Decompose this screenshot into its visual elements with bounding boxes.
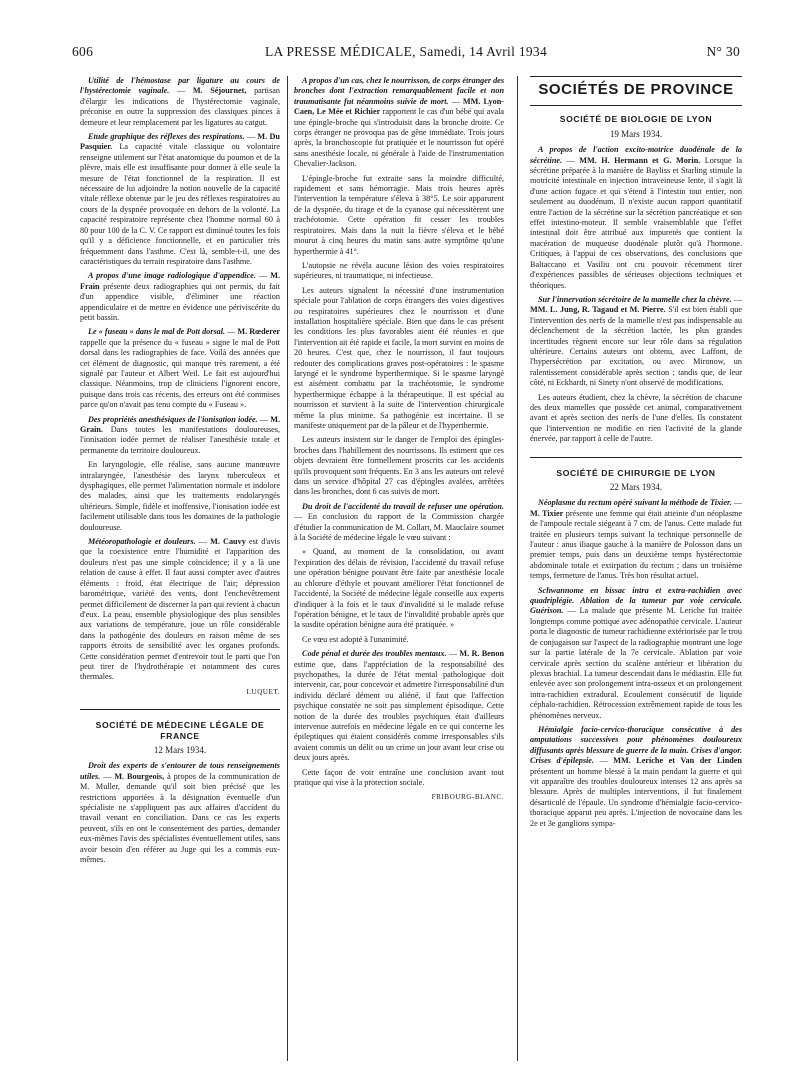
article-author: M. Séjournet, [192, 86, 247, 96]
article-title: Du droit de l'accidenté du travail de refuser une opération. [302, 501, 504, 511]
column-2 [294, 76, 504, 1066]
section-rule [80, 709, 280, 710]
article-paragraph: Les auteurs insistent sur le danger de l'emploi des épingles-broches dans l'habillement des nourrissons. Ils estiment que ces objets devraient être formellement proscrits car les accidents qu'ils provoquent sont fréquents. En 3 ans les auteurs ont relevé dans un service d'hôpital 27 cas d'épingles avalées, arrêtées dans les bronches, dont 6 cas suivis de mort. [294, 435, 504, 497]
article-text: Lorsque la sécrétine préparée à la manière de Bayliss et Starling stimule la motricité intestinale en injection intraveineuse lente, il s'agit là d'une action fugace et qui s'étend à l'intestin tout entier, non seulement au duodénum. Il n'existe aucun rapport quantitatif entre l'action de la sécrétine sur la sécrétion pancréatique et son effet intestino-moteur. Il semble vraisemblable que l'effet intestinal doit être attribué aux impuretés que contient la macération de muqueuse duodénale plutôt qu'à l'hormone. Critiques, à l'appui de ces observations, des conclusions que Baltaccano et Vasiliu ont cru pouvoir récemment tirer d'expériences passibles de sérieuses objections techniques et théoriques. [530, 155, 742, 290]
column-3 [530, 76, 742, 1066]
society-title: SOCIÉTÉ DE BIOLOGIE DE LYON [559, 114, 713, 125]
article-author: MM. H. Hermann et G. Morin. [579, 155, 701, 165]
column-1 [80, 76, 280, 1066]
article-text: Dans toutes les manifestations douloureuses, l'ionisation iodée permet de réaliser l'anesthésie totale et permanente du territoire douloureux. [80, 425, 280, 455]
article-title: Le « fuseau » dans le mal de Pott dorsal. [88, 327, 226, 337]
article-text: présente deux radiographies qui ont permis, du fait d'un appendice visible, d'éliminer une réaction appendiculaire et de mettre en évidence une périviscérite du petit bassin. [80, 281, 280, 322]
article-paragraph: L'autopsie ne révéla aucune lésion des voies respiratoires supérieures, ni traumatique, ni infectieuse. [294, 260, 504, 281]
article: A propos d'une image radiologique d'appendice. — M. Frain présente deux radiographies qui ont permis, du fait d'un appendice visible, d'éliminer une réaction appendiculaire et de mettre en évidence une périviscérite du petit bassin. [80, 271, 280, 322]
section-rule [530, 457, 742, 458]
article: Hémialgie facio-cervico-thoracique consécutive à des amputations successives pour phénomènes douloureux diffusants après blessure de guerre de la main. Crises d'angor. Crises d'épilepsie. — MM. Leriche et Van der Linden présentent un homme blessé à la main pendant la guerre et qui vit apparaître des troubles douloureux intenses 12 ans après sa blessure. Après de multiples interventions, il fut finalement désarticulé de l'épaule. Un syndrome d'hémialgie facio-cervico-thoracique apparut peu après. L'injection de novocaïne dans les 2e et 3e ganglions sympa- [530, 724, 742, 828]
article-text: S'il est bien établi que l'intervention des nerfs de la mamelle n'est pas indispensable au déclenchement de la sécrétion lactée, les plus grandes incertitudes règnent encore sur leur rôle dans sa régulation ultérieure. Certains auteurs ont obtenu, avec Laffont, de l'hypersécrétion par excitation, ou avec Mironow, un ralentissement considérable après section ; tandis que, de leur côté, ni Eckhardt, ni Sinety n'ont observé de modifications. [530, 305, 742, 388]
section-rule [530, 105, 742, 106]
article-title: Etude graphique des réflexes des respirations. [88, 132, 245, 142]
article-author: MM. Leriche et Van der Linden [613, 756, 742, 766]
article-author: M. Cauvy [210, 537, 246, 547]
article-text: présente une femme qui était atteinte d'un néoplasme de l'ampoule rectale siégeant à 7 cm. de l'anus. Cette malade fut traitée en plusieurs temps suivant la technique personnelle de l'auteur : anus iliaque gauche à la manière de Polosson dans un premier temps, puis dans un deuxième temps hystérectomie abdominale totale et extirpation du rectum ; dans un troisième temps, fermeture de l'anus. Très bon résultat actuel. [530, 508, 742, 581]
article: Schwannome en bissac intra et extra-rachidien avec quadriplégie. Ablation de la tumeur par voie cervicale. Guérison. — La malade que présente M. Leriche fut traitée longtemps comme pottique avec adénopathie cervicale. L'auteur porta le diagnostic de tumeur rachidienne extériorisée par le trou de conjugaison sur l'aspect de la radiographie montrant une loge sur la partie latérale de la 7e cervicale. Ablation par voie cervicale après section du scalène antérieur et libération du plexus brachial. La tumeur descendait dans le médiastin. Elle fut enlevée avec son prolongement intra-osseux et un prolongement intra-rachidien extradural. Ecoulement consécutif de liquide céphalo-rachidien. Rétrocession extrêmement rapide de tous les phénomènes nerveux. [530, 585, 742, 720]
article-paragraph: Cette façon de voir entraîne une conclusion avant tout pratique qui vise à la protection sociale. [294, 767, 504, 787]
session-date: 19 Mars 1934. [609, 128, 663, 139]
article-paragraph: L'épingle-broche fut extraite sans la moindre difficulté, rapidement et sans hémorragie. Mais trois heures après l'intervention la température s'éleva à 38°5. Le soir apparurent de la dyspnée, du tirage et de la cyanose qui nécessitèrent une trachéotomie. Cette opération fit cesser les troubles respiratoires. Mais dans la nuit la fièvre s'éleva et le bébé mourut à cinq heures du matin sans autre symptôme qu'une hyperthermie à 41°. [294, 173, 504, 256]
society-title: SOCIÉTÉ DE MÉDECINE LÉGALE DE FRANCE [95, 720, 265, 741]
article: A propos de l'action excito-motrice duodénale de la sécrétine. — MM. H. Hermann et G. Morin. Lorsque la sécrétine préparée à la manière de Bayliss et Starling stimule la motricité intestinale en injection intraveineuse lente, il s'agit là d'une action fugace et qui s'étend à l'intestin tout entier, non seulement au duodénum. Il n'existe aucun rapport quantitatif entre l'action de la sécrétine sur la sécrétion pancréatique et son effet intestino-moteur. Il semble vraisemblable que l'effet intestinal doit être attribué aux impuretés que contient la macération de muqueuse duodénale plutôt qu'à l'hormone. Critiques, à l'appui de ces observations, des conclusions que Baltaccano et Vasiliu ont cru pouvoir récemment tirer d'expériences passibles de sérieuses objections techniques et théoriques. [530, 145, 742, 290]
page-number: 606 [72, 44, 94, 59]
article-text: partisan d'élargir les indications de l'hystérectomie vaginale, préconise en outre la suppression des classiques pinces à demeure et leur remplacement par les ligatures au catgut. [80, 86, 280, 127]
article-author: M. Grain. [80, 414, 280, 434]
article: Code pénal et durée des troubles mentaux. — M. R. Benon estime que, dans l'appréciation de la responsabilité des psychopathes, la durée de l'état mental pathologique doit intervenir, car, pour concevoir et admettre l'irresponsabilité d'un individu déclaré dément ou aliéné, il faut que l'affection psychique constatée ne soit pas simplement épisodique. Cette notion de la durée des troubles psychiques était d'ailleurs intervenue autrefois en médecine légale en ce qui concerne les épileptiques qui étaient considérés comme irresponsables s'ils avaient commis un délit ou un crime un jour avant leur crise ou deux jours après. [294, 649, 504, 763]
article-text: présentent un homme blessé à la main pendant la guerre et qui vit apparaître des troubles douloureux intenses 12 ans après sa blessure. Après de multiples interventions, il fut finalement désarticulé de l'épaule. Un syndrome d'hémialgie facio-cervico-thoracique apparut peu après. L'injection de novocaïne dans les 2e et 3e ganglions sympa- [530, 766, 742, 828]
article-text: rappelle que la présence du « fuseau » signe le mal de Pott dorsal dans les radiographies de face. Voilà des années que cet élément de diagnostic, qui manque très rarement, a été signalé par l'auteur et Albert Weil. Le fait est aujourd'hui classique. Néanmoins, trop de cliniciens l'ignorent encore, puisque dans trois cas récents, des erreurs ont été commises parce qu'on n'avait pas tenu compte du « Fuseau ». [80, 337, 280, 410]
article-title: A propos d'un cas, chez le nourrisson, de corps étranger des bronches dont l'extraction remarquablement facile et non traumatisante fut néanmoins suivie de mort. [294, 76, 504, 106]
session-date: 22 Mars 1934. [609, 482, 663, 492]
issue-number: N° 30 [706, 44, 740, 59]
article-title: A propos d'une image radiologique d'appendice. [88, 271, 256, 281]
article-title: Météoropathologie et douleurs. [88, 537, 196, 547]
article-title: Néoplasme du rectum opéré suivant la méthode de Tixier. [538, 498, 732, 508]
article-author: MM. L. Jung, R. Tagaud et M. Pierre. [530, 305, 666, 315]
article-paragraph: En laryngologie, elle réalise, sans aucune manœuvre intralaryngée, l'anesthésie des larynx tuberculeux et dysphagiques, elle permet l'alimentation normale et indolore des malades, ainsi que les traitements endolaryngés ultérieurs. Simple, fidèle et inoffensive, l'ionisation iodée est facilement utilisable dans tous les domaines de la pathologie douloureuse. [80, 460, 280, 532]
article-title: A propos de l'action excito-motrice duodénale de la sécrétine. [530, 145, 742, 165]
article-author: M. Tixier [530, 508, 564, 518]
article-title: Schwannome en bissac intra et extra-rachidien avec quadriplégie. Ablation de la tumeur par voie cervicale. Guérison. [530, 585, 742, 616]
article-title: Hémialgie facio-cervico-thoracique consécutive à des amputations successives pour phénomènes douloureux diffusants après blessure de guerre de la main. Crises d'angor. Crises d'épilepsie. [530, 724, 742, 766]
article-text: En conclusion du rapport de la Commission chargée d'étudier la communication de M. Collart, M. Mauclaire soumet à la Société de médecine légale le vœu suivant : [294, 512, 504, 543]
article: Météoropathologie et douleurs. — M. Cauvy est d'avis que la coexistence entre l'humidité et l'apparition des douleurs n'est pas une simple coïncidence; il y a là une relation de cause à effet. Il faut aussi compter avec d'autres éléments : froid, état électrique de l'air; dépression barométrique, variété des vents, dont l'enchevêtrement permet difficilement de discerner la part qui revient à chacun d'eux. La peau, ensemble physiologique des plus sensibles aux variations de température, joue un rôle considérable dans la pathogénie des douleurs en raison même de ses rapports étroits de sensibilité avec les organes profonds. Cette considération permet d'entrevoir tout le parti que l'on peut tirer de l'hydrothérapie et notamment des cures thermales. [80, 537, 280, 682]
article: Le « fuseau » dans le mal de Pott dorsal. — M. Rœderer rappelle que la présence du « fuseau » signe le mal de Pott dorsal dans les radiographies de face. Voilà des années que cet élément de diagnostic, qui manque très rarement, a été signalé par l'auteur et Albert Weil. Le fait est aujourd'hui classique. Néanmoins, trop de cliniciens l'ignorent encore, puisque dans trois cas récents, des erreurs ont été commises parce qu'on n'avait pas tenu compte du « Fuseau ». [80, 327, 280, 410]
article: Utilité de l'hémostase par ligature au cours de l'hystérectomie vaginale. — M. Séjournet, partisan d'élargir les indications de l'hystérectomie vaginale, préconise en outre la suppression des classiques pinces à demeure et leur remplacement par les ligatures au catgut. [80, 76, 280, 127]
article: Etude graphique des réflexes des respirations. — M. Du Pasquier. La capacité vitale classique ou volontaire renseigne utilement sur l'état anatomique du poumon et de la plèvre, mais elle est insuffisante pour donner à elle seule la mesure de l'état fonctionnel de la respiration. Il est nécessaire de lui adjoindre la notion nouvelle de la capacité vitale réflexe obtenue par le jeu des réflexes respiratoires au cours de la dyspnée provoquée en dehors de la volonté. La capacité respiratoire représente chez l'homme normal 60 à 80 pour 100 de la C. V. Ce rapport est diminué toutes les fois qu'il y a déficience fonctionnelle, et en particulier très fréquemment dans l'asthme. C'est là, semble-t-il, une des caractéristiques du terrain respiratoire dans l'asthme. [80, 132, 280, 266]
journal-title: LA PRESSE MÉDICALE, Samedi, 14 Avril 1934 [264, 44, 548, 59]
article-author: M. Du Pasquier. [80, 132, 280, 152]
section-title: SOCIÉTÉS DE PROVINCE [538, 81, 734, 98]
signature: LUQUET. [246, 687, 280, 696]
article-text: La malade que présente M. Leriche fut traitée longtemps comme pottique avec adénopathie cervicale. L'auteur porta le diagnostic de tumeur rachidienne extériorisée par le trou de conjugaison sur l'aspect de la radiographie montrant une loge sur la partie latérale de la 7e cervicale. Ablation par voie cervicale après section du scalène antérieur et libération du plexus brachial. La tumeur descendait dans le médiastin. Elle fut enlevée avec son prolongement intra-osseux et un prolongement intra-rachidien extradural. Ecoulement consécutif de liquide céphalo-rachidien. Rétrocession extrêmement rapide de tous les phénomènes nerveux. [530, 606, 742, 720]
article-author: M. Bourgeois, [114, 771, 165, 781]
article: Du droit de l'accidenté du travail de refuser une opération. — En conclusion du rapport de la Commission chargée d'étudier la communication de M. Collart, M. Mauclaire soumet à la Société de médecine légale le vœu suivant : [294, 501, 504, 543]
article-title: Code pénal et durée des troubles mentaux. [302, 649, 447, 659]
article-text: est d'avis que la coexistence entre l'humidité et l'apparition des douleurs n'est pas une simple coïncidence; il y a là une relation de cause à effet. Il faut aussi compter avec d'autres éléments : froid, état électrique de l'air; dépression barométrique, variété des vents, dont l'enchevêtrement permet difficilement de discerner la part qui revient à chacun d'eux. La peau, ensemble physiologique des plus sensibles aux variations de température, joue un rôle considérable dans la pathogénie des douleurs en raison même de ses rapports étroits de sensibilité avec les organes profonds. Cette considération permet d'entrevoir tout le parti que l'on peut tirer de l'hydrothérapie et notamment des cures thermales. [80, 537, 280, 682]
article-title: Utilité de l'hémostase par ligature au cours de l'hystérectomie vaginale. [80, 76, 280, 96]
article-paragraph: Ce vœu est adopté à l'unanimité. [302, 634, 409, 644]
running-head [72, 44, 740, 64]
article: Des propriétés anesthésiques de l'ionisation iodée. — M. Grain. Dans toutes les manifestations douloureuses, l'ionisation iodée permet de réaliser l'anesthésie totale et permanente du territoire douloureux. [80, 414, 280, 455]
article: Sur l'innervation sécrétoire de la mamelle chez la chèvre. — MM. L. Jung, R. Tagaud et M. Pierre. S'il est bien établi que l'intervention des nerfs de la mamelle n'est pas indispensable au déclenchement de la sécrétion lactée, les plus grandes incertitudes règnent encore sur leur rôle dans sa régulation ultérieure. Certains auteurs ont obtenu, avec Laffont, de l'hypersécrétion par excitation, ou avec Mironow, un ralentissement considérable après section ; tandis que, de leur côté, ni Eckhardt, ni Sinety n'ont observé de modifications. [530, 294, 742, 388]
article: Droit des experts de s'entourer de tous renseignements utiles. — M. Bourgeois, à propos de la communication de M. Muller, demande qu'il soit bien précisé que les restrictions apportées à la désignation éventuelle d'un spécialiste ne s'appliquent pas aux affaires d'accident du travail venant en conciliation. Dans ce cas les experts peuvent, s'ils en ont le consentement des parties, demander eux-mêmes l'avis des spécialistes éventuellement utiles, sans avoir besoin d'en référer au Juge qui les a commis eux-mêmes. [80, 761, 280, 865]
society-title: SOCIÉTÉ DE CHIRURGIE DE LYON [556, 467, 716, 478]
article-text: La capacité vitale classique ou volontaire renseigne utilement sur l'état anatomique du poumon et de la plèvre, mais elle est insuffisante pour donner à elle seule la mesure de l'état fonctionnel de la respiration. Il est nécessaire de lui adjoindre la notion nouvelle de la capacité vitale réflexe obtenue par le jeu des réflexes respiratoires au cours de la dyspnée provoquée en dehors de la volonté. La capacité respiratoire représente chez l'homme normal 60 à 80 pour 100 de la C. V. Ce rapport est diminué toutes les fois qu'il y a déficience fonctionnelle, et en particulier très fréquemment dans l'asthme. C'est là, semble-t-il, une des caractéristiques du terrain respiratoire dans l'asthme. [80, 142, 280, 266]
signature: FRIBOURG-BLANC. [431, 793, 504, 802]
article-author: M. Rœderer [237, 327, 280, 337]
article-author: M. R. Benon [459, 649, 504, 659]
article-title: Droit des experts de s'entourer de tous renseignements utiles. [80, 761, 280, 781]
article-author: M. Frain [80, 271, 280, 291]
article-paragraph: Les auteurs étudient, chez la chèvre, la sécrétion de chacune des deux mamelles que possède cet animal, comparativement avant et après section des nerfs de l'une d'elles. Ils constatent que l'intervention ne modifie en rien l'activité de la glande énervée, par rapport à celle de l'autre. [530, 392, 742, 444]
article-text: à propos de la communication de M. Muller, demande qu'il soit bien précisé que les restrictions apportées à la désignation éventuelle d'un spécialiste ne s'appliquent pas aux affaires d'accident du travail venant en conciliation. Dans ce cas les experts peuvent, s'ils en ont le consentement des parties, demander eux-mêmes l'avis des spécialistes éventuellement utiles, sans avoir besoin d'en référer au Juge qui les a commis eux-mêmes. [80, 771, 280, 865]
article-author: MM. Lyon-Caen, Le Mée et Richier [294, 96, 504, 117]
article-quote: « Quand, au moment de la consolidation, ou avant l'expiration des délais de révision, l'accidenté du travail refuse une opération bénigne pouvant être faite par anesthésie locale au chlorure d'éthyle et pouvant améliorer l'état fonctionnel de l'accidenté, la Société de médecine légale conseille aux experts d'indiquer à la fois et le taux d'invalidité si le malade refuse l'opération bénigne, et le taux de l'invalidité probable après que la susdite opération bénigne aura été pratiquée. » [294, 547, 504, 630]
article-title: Des propriétés anesthésiques de l'ionisation iodée. [88, 414, 258, 424]
session-date: 12 Mars 1934. [153, 744, 207, 755]
section-rule [530, 76, 742, 77]
article-paragraph: Les auteurs signalent la nécessité d'une instrumentation spéciale pour l'ablation de corps étrangers des voies digestives ou respiratoires supérieures chez le nourrisson et d'une installation hospitalière spéciale. Bien que dans le cas présent les conditions les plus favorables aient été réunies et que l'intervention ait été rapide et facile, la mort survint en moins de 20 heures. C'est que, chez le nourrisson, il faut toujours redouter des complications graves post-opératoires : le spasme laryngé et le syndrome hyperthermique. Si le spasme laryngé est aisément combattu par la trachéotomie, le syndrome hyperthermique échappe à la thérapeutique. Il est spécial au nourrisson et survient à la suite de l'intervention chirurgicale même la plus minime. Sa pathogénie est incertaine. Il se manifeste uniquement par de la pâleur et de l'hyperthermie. [294, 285, 504, 430]
article: A propos d'un cas, chez le nourrisson, de corps étranger des bronches dont l'extraction remarquablement facile et non traumatisante fut néanmoins suivie de mort. — MM. Lyon-Caen, Le Mée et Richier rapportent le cas d'un bébé qui avala une épingle-broche qui s'introduisit dans la bronche droite. Ce corps étranger ne provoqua pas de gêne immédiate. Trois jours après, la bronchoscopie fut pratiquée et le nourrisson fut opéré sans anesthésie locale, ni générale à l'aide de l'instrumentation Chevalier-Jackson. [294, 76, 504, 169]
article-text: rapportent le cas d'un bébé qui avala une épingle-broche qui s'introduisit dans la bronche droite. Ce corps étranger ne provoqua pas de gêne immédiate. Trois jours après, la bronchoscopie fut pratiquée et le nourrisson fut opéré sans anesthésie locale, ni générale à l'aide de l'instrumentation Chevalier-Jackson. [294, 107, 504, 169]
article: Néoplasme du rectum opéré suivant la méthode de Tixier. — M. Tixier présente une femme qui était atteinte d'un néoplasme de l'ampoule rectale siégeant à 7 cm. de l'anus. Cette malade fut traitée en plusieurs temps suivant la technique personnelle de l'auteur : anus iliaque gauche à la manière de Polosson dans un premier temps, puis dans un deuxième temps hystérectomie abdominale totale et extirpation du rectum ; dans un troisième temps, fermeture de l'anus. Très bon résultat actuel. [530, 498, 742, 581]
article-title: Sur l'innervation sécrétoire de la mamelle chez la chèvre. [538, 294, 732, 304]
column-divider [517, 76, 518, 1061]
column-divider [287, 76, 288, 1061]
article-text: estime que, dans l'appréciation de la responsabilité des psychopathes, la durée de l'état mental pathologique doit intervenir, car, pour concevoir et admettre l'irresponsabilité d'un individu déclaré dément ou aliéné, il faut que l'affection psychique constatée ne soit pas simplement épisodique. Cette notion de la durée des troubles psychiques était d'ailleurs intervenue autrefois en médecine légale en ce qui concerne les épileptiques qui étaient considérés comme irresponsables s'ils avaient commis un délit ou un crime un jour avant leur crise ou deux jours après. [294, 659, 504, 763]
